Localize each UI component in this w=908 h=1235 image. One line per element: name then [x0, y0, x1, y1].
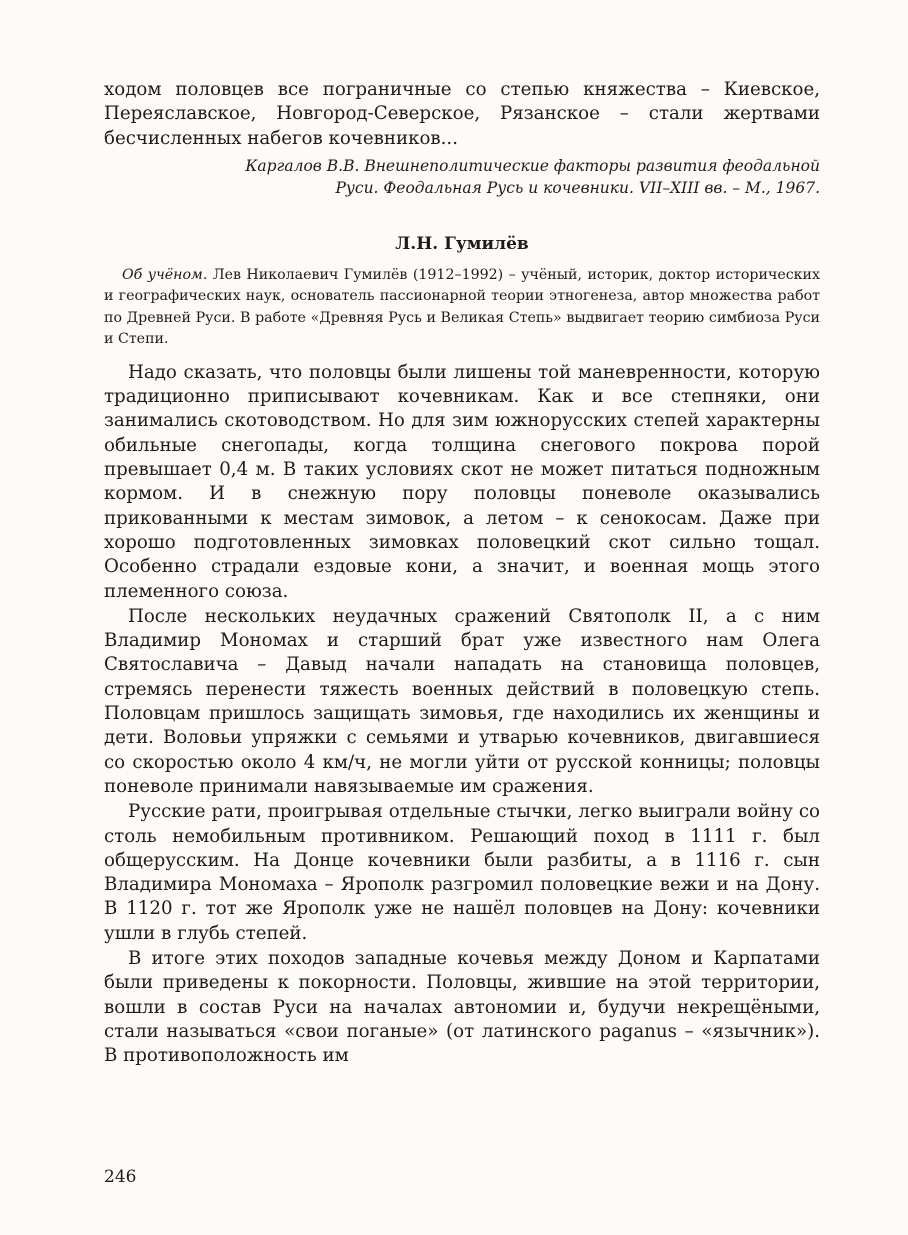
bio-text: Лев Николаевич Гумилёв (1912–1992) – учёный, историк, доктор исторических и географических наук, основатель пассионарной теории этногенеза, автор множества работ по Древней Руси. В работе «Древняя Русь и Великая Степь» выдвигает теорию симбиоза Руси и Степи. [104, 266, 821, 348]
author-bio [104, 265, 820, 351]
paragraph-1: Надо сказать, что половцы были лишены той маневренности, которую традиционно приписывают кочевникам. Как и все степняки, они занимались скотоводством. Но для зим южнорусских степей характерны обильные снегопады, когда толщина снегового покрова порой превышает 0,4 м. В таких условиях скот не может питаться подножным кормом. И в снежную пору половцы поневоле оказывались прикованными к местам зимовок, а летом – к сенокосам. Даже при хорошо подготовленных зимовках половецкий скот сильно тощал. Особенно страдали ездовые кони, а значит, и военная мощь этого племенного союза. [104, 361, 820, 602]
citation-line-2: Руси. Феодальная Русь и кочевники. VII–XIII вв. – М., 1967. [335, 178, 820, 197]
citation-line-1: Каргалов В.В. Внешнеполитические факторы развития феодальной [245, 156, 820, 175]
author-heading: Л.Н. Гумилёв [395, 233, 529, 254]
paragraph-4: В итоге этих походов западные кочевья между Доном и Карпатами были приведены к покорности. Половцы, жившие на этой территории, вошли в состав Руси на началах автономии и, будучи некрещёными, стали называться «свои поганые» (от латинского paganus – «язычник»). В противоположность им [104, 948, 820, 1067]
intro-text: ходом половцев все пограничные со степью княжества – Киевское, Переяславское, Новгород-Северское, Рязанское – стали жертвами бесчисленных набегов кочевников... [104, 79, 820, 149]
bio-label: Об учёном. [122, 266, 208, 283]
citation [104, 155, 820, 199]
paragraph-2: После нескольких неудачных сражений Святополк II, а с ним Владимир Мономах и старший брат уже известного нам Олега Святославича – Давыд начали нападать на становища половцев, стремясь перенести тяжесть военных действий в половецкую степь. Половцам пришлось защищать зимовья, где находились их женщины и дети. Воловьи упряжки с семьями и утварью кочевников, двигавшиеся со скоростью около 4 км/ч, не могли уйти от русской конницы; половцы поневоле принимали навязываемые им сражения. [104, 605, 820, 797]
page-content [104, 78, 820, 1069]
page-number: 246 [104, 1167, 137, 1187]
paragraph-3: Русские рати, проигрывая отдельные стычки, легко выиграли войну со столь немобильным противником. Решающий поход в 1111 г. был общерусским. На Донце кочевники были разбиты, а в 1116 г. сын Владимира Мономаха – Ярополк разгромил половецкие вежи и на Дону. В 1120 г. тот же Ярополк уже не нашёл половцев на Дону: кочевники ушли в глубь степей. [104, 801, 820, 944]
